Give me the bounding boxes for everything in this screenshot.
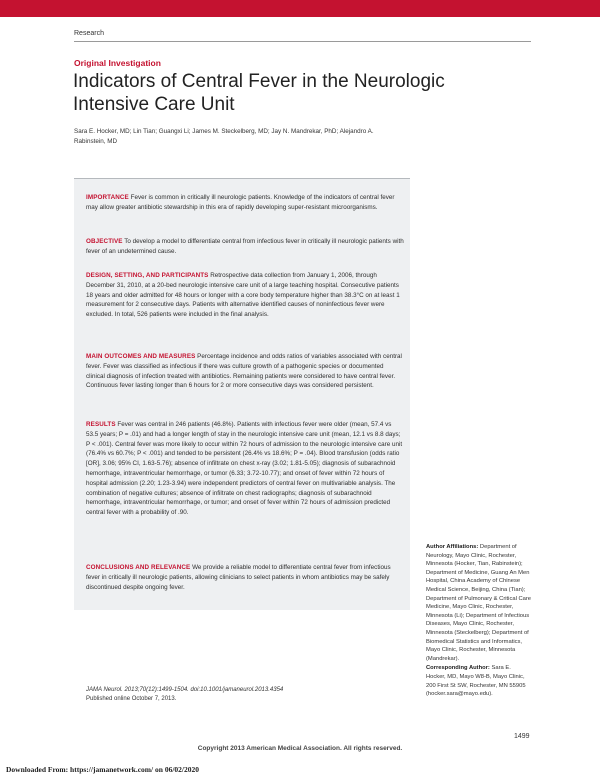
abstract-objective-text: To develop a model to differentiate central from infectious fever in critically ill neurologic patients with fever of an undetermined cause. bbox=[86, 238, 404, 255]
header-rule bbox=[74, 41, 531, 42]
abstract-importance-label: IMPORTANCE bbox=[86, 194, 129, 201]
abstract-importance bbox=[86, 193, 404, 213]
affiliations-heading: Author Affiliations: bbox=[426, 544, 479, 550]
author-list: Sara E. Hocker, MD; Lin Tian; Guangxi Li; James M. Steckelberg, MD; Jay N. Mandrekar, PhD; Alejandro A. Rabinstein, MD bbox=[74, 128, 374, 145]
affiliations-text: Department of Neurology, Mayo Clinic, Rochester, Minnesota (Hocker, Tian, Rabinstein); Department of Medicine, Guang An Men Hospital, China Academy of Chinese Medical Science, Beijing, China (Tian); Department of Pulmonary & Critical Care Medicine, Mayo Clinic, Rochester, Minnesota (Li); Department of Infectious Diseases, Mayo Clinic, Rochester, Minnesota (Steckelberg); Department of Biomedical Statistics and Informatics, Mayo Clinic, Rochester, Minnesota (Mandrekar). bbox=[426, 544, 532, 662]
abstract-results-text: Fever was central in 246 patients (46.8%). Patients with infectious fever were older (mean, 57.4 vs 53.5 years; P = .01) and had a longer length of stay in the neurologic intensive care unit (mean, 12.1 vs 8.8 days; P < .001). Central fever was more likely to occur within 72 hours of admission to the neurologic intensive care unit (76.4% vs 60.7%; P < .001) and tended to be persistent (26.4% vs 18.6%; P = .04). Blood transfusion (odds ratio [OR], 3.06; 95% CI, 1.63-5.76); absence of infiltrate on chest x-ray (3.02; 1.81-5.05); diagnosis of subarachnoid hemorrhage, intraventricular hemorrhage, or tumor (6.33; 3.72-10.77); and onset of fever within 72 hours of hospital admission (2.20; 1.23-3.94) were independent predictors of central fever on multivariable analysis. The combination of negative cultures; absence of infiltrate on chest radiographs; diagnosis of subarachnoid hemorrhage, intraventricular hemorrhage, or tumor; and onset of fever within 72 hours of admission predicted central fever with a probability of .90. bbox=[86, 421, 403, 517]
journal-header-bar bbox=[0, 0, 600, 17]
abstract-importance-text: Fever is common in critically ill neurologic patients. Knowledge of the indicators of central fever may allow greater antibiotic stewardship in this era of rapidly developing super-resistant microorganisms. bbox=[86, 194, 395, 211]
abstract-outcomes-label: MAIN OUTCOMES AND MEASURES bbox=[86, 353, 196, 360]
abstract-design bbox=[86, 271, 404, 320]
abstract-conclusions-text: We provide a reliable model to differentiate central fever from infectious fever in critically ill neurologic patients, allowing clinicians to select patients in whom antibiotics may be safely discontinued despite ongoing fever. bbox=[86, 564, 391, 591]
corresponding-text: Sara E. Hocker, MD, Mayo W8-B, Mayo Clinic, 200 First St SW, Rochester, MN 55905 (hocker.sara@mayo.edu). bbox=[426, 665, 526, 698]
affiliations-sidebar bbox=[426, 543, 532, 699]
section-label: Research bbox=[74, 30, 104, 37]
corresponding-author bbox=[426, 664, 532, 698]
citation-block bbox=[86, 686, 386, 704]
abstract-results bbox=[86, 420, 404, 518]
abstract-design-label: DESIGN, SETTING, AND PARTICIPANTS bbox=[86, 272, 209, 279]
page-number: 1499 bbox=[514, 733, 530, 740]
abstract-outcomes-text: Percentage incidence and odds ratios of variables associated with central fever. Fever was classified as infectious if there was culture growth of a pathogenic species or documented clinical diagnosis of infection treated with antibiotics. Remaining patients were considered to have central fever. Continuous fever lasting longer than 6 hours for 2 or more consecutive days was considered persistent. bbox=[86, 353, 402, 390]
published-online: Published online October 7, 2013. bbox=[86, 696, 177, 702]
abstract-objective bbox=[86, 237, 404, 257]
article-title: Indicators of Central Fever in the Neurologic Intensive Care Unit bbox=[73, 71, 445, 115]
abstract-outcomes bbox=[86, 352, 404, 391]
citation-reference: JAMA Neurol. 2013;70(12):1499-1504. doi:10.1001/jamaneurol.2013.4354 bbox=[86, 687, 284, 693]
abstract-top-rule bbox=[74, 178, 410, 179]
abstract-conclusions bbox=[86, 563, 404, 592]
abstract-conclusions-label: CONCLUSIONS AND RELEVANCE bbox=[86, 564, 191, 571]
author-affiliations bbox=[426, 543, 532, 663]
abstract-results-label: RESULTS bbox=[86, 421, 116, 428]
corresponding-heading: Corresponding Author: bbox=[426, 665, 490, 672]
article-type: Original Investigation bbox=[74, 58, 161, 68]
copyright-notice: Copyright 2013 American Medical Association. All rights reserved. bbox=[197, 745, 403, 752]
abstract-design-text: Retrospective data collection from January 1, 2006, through December 31, 2010, at a 20-bed neurologic intensive care unit of a large teaching hospital. Consecutive patients 18 years and older admitted for 48 hours or longer with a core body temperature higher than 38.3°C on at least 1 measurement for 2 consecutive days. Patients with alternative identified causes of noninfectious fever were excluded. In total, 526 patients were included in the final analysis. bbox=[86, 272, 400, 319]
abstract-objective-label: OBJECTIVE bbox=[86, 238, 123, 245]
download-stamp: Downloaded From: https://jamanetwork.com/ on 06/02/2020 bbox=[6, 765, 199, 774]
